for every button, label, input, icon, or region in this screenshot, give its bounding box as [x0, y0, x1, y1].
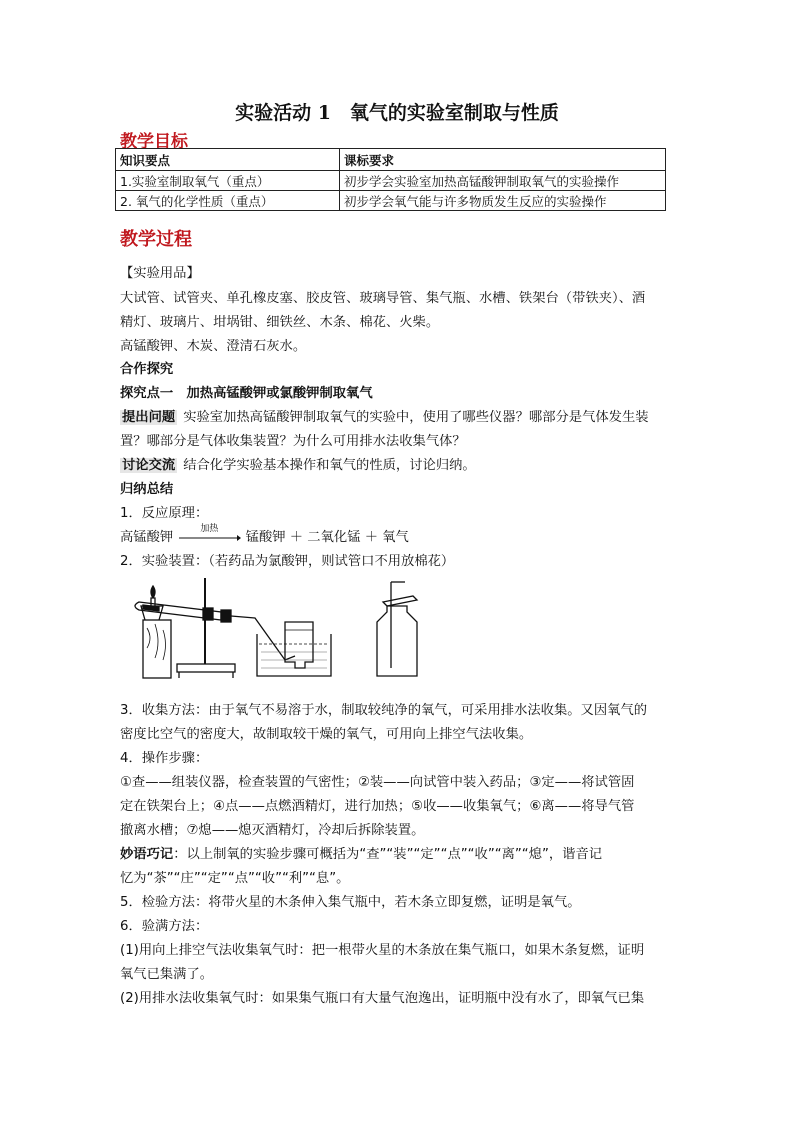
supplies-label: 【实验用品】 — [120, 266, 200, 281]
supplies-line: 高锰酸钾、木炭、澄清石灰水。 — [120, 339, 307, 354]
mnemonic-text: ：以上制氧的实验步骤可概括为“查”“装”“定”“点”“收”“离”“熄”，谐音记 — [173, 847, 603, 862]
item-steps: 4．操作步骤： — [120, 751, 209, 766]
item-reaction-principle: 1．反应原理： — [120, 506, 209, 521]
clamp — [203, 608, 213, 620]
full-check-heading: 6．验满方法： — [120, 919, 209, 934]
full-check-line: (1)用向上排空气法收集氧气时：把一根带火星的木条放在集气瓶口，如果木条复燃，证明 — [120, 943, 645, 958]
steps-line: 定在铁架台上；④点——点燃酒精灯，进行加热；⑤收——收集氧气；⑥离——将导气管 — [120, 799, 635, 814]
apparatus-illustration — [125, 572, 425, 682]
mnemonic-label: 妙语巧记 — [120, 847, 174, 862]
question-line-2: 置？哪部分是气体收集装置？为什么可用排水法收集气体？ — [120, 434, 466, 449]
steps-line: 撤离水槽；⑦熄——熄灭酒精灯，冷却后拆除装置。 — [120, 823, 425, 838]
stand-base — [177, 664, 235, 672]
table-row — [116, 171, 666, 191]
table-header-cell: 知识要点 — [116, 149, 340, 171]
goals-table — [115, 148, 666, 211]
mnemonic-line-2: 忆为“茶”“庄”“定”“点”“收”“利”“息”。 — [120, 871, 350, 886]
gas-bottle — [285, 622, 313, 668]
page-title: 实验活动 1 氧气的实验室制取与性质 — [235, 102, 559, 124]
collection-method-line: 3．收集方法：由于氧气不易溶于水，制取较纯净的氧气，可采用排水法收集。又因氧气的 — [120, 703, 648, 718]
full-check-line: 氧气已集满了。 — [120, 967, 214, 982]
reaction-equation — [120, 526, 409, 545]
water-trough — [257, 634, 331, 676]
stopper — [221, 610, 231, 622]
table-header-row — [116, 149, 666, 171]
steps-line: ①查——组装仪器，检查装置的气密性；②装——向试管中装入药品；③定——将试管固 — [120, 775, 635, 790]
upright-bottle — [377, 606, 417, 676]
reactant: 高锰酸钾 — [120, 530, 174, 545]
full-check-line: (2)用排水法收集氧气时：如果集气瓶口有大量气泡逸出，证明瓶中没有水了，即氧气已集 — [120, 991, 645, 1006]
reaction-arrow — [177, 524, 241, 544]
coop-label: 合作探究 — [120, 362, 174, 377]
summary-label: 归纳总结 — [120, 482, 174, 497]
mnemonic-line — [120, 843, 602, 862]
table-cell: 初步学会实验室加热高锰酸钾制取氧气的实验操作 — [340, 171, 666, 191]
table-cell: 2. 氧气的化学性质（重点） — [116, 191, 340, 211]
products: 锰酸钾 ＋ 二氧化锰 ＋ 氧气 — [245, 530, 409, 545]
discuss-tag: 讨论交流 — [122, 458, 176, 473]
test-method: 5．检验方法：将带火星的木条伸入集气瓶中，若木条立即复燃，证明是氧气。 — [120, 895, 581, 910]
question-line — [120, 406, 649, 425]
supplies-line: 精灯、玻璃片、坩埚钳、细铁丝、木条、棉花、火柴。 — [120, 315, 440, 330]
table-cell: 初步学会氧气能与许多物质发生反应的实验操作 — [340, 191, 666, 211]
reaction-condition: 加热 — [200, 524, 219, 534]
goals-heading: 教学目标 — [120, 132, 188, 152]
question-text: 实验室加热高锰酸钾制取氧气的实验中，使用了哪些仪器？哪部分是气体发生装 — [183, 410, 649, 425]
table-row — [116, 191, 666, 211]
glass-plate — [383, 596, 417, 606]
collection-method-line: 密度比空气的密度大，故制取较干燥的氧气，可用向上排空气法收集。 — [120, 727, 533, 742]
discuss-line — [120, 454, 476, 473]
item-apparatus: 2．实验装置：（若药品为氯酸钾，则试管口不用放棉花） — [120, 554, 455, 569]
table-header-cell: 课标要求 — [340, 149, 666, 171]
process-heading: 教学过程 — [120, 229, 192, 250]
point-one-heading: 探究点一 加热高锰酸钾或氯酸钾制取氧气 — [120, 386, 373, 401]
question-tag: 提出问题 — [122, 410, 176, 425]
supplies-line: 大试管、试管夹、单孔橡皮塞、胶皮管、玻璃导管、集气瓶、水槽、铁架台（带铁夹）、酒 — [120, 291, 646, 306]
discuss-text: 结合化学实验基本操作和氧气的性质，讨论归纳。 — [183, 458, 476, 473]
table-cell: 1.实验室制取氧气（重点） — [116, 171, 340, 191]
